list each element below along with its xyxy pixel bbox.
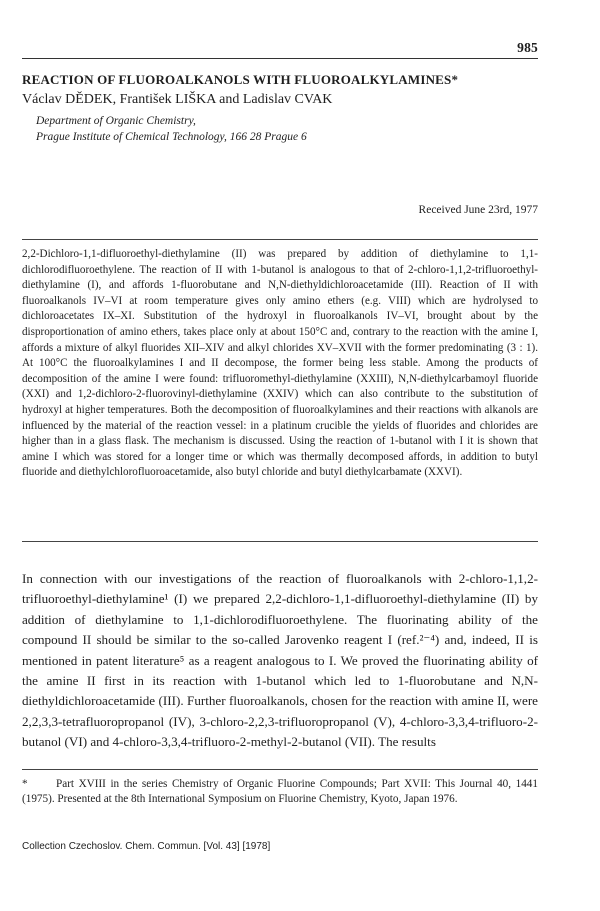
journal-footer: Collection Czechoslov. Chem. Commun. [Vol. 43] [1978] [22, 841, 271, 852]
header-rule [22, 58, 538, 59]
body-paragraph: In connection with our investigations of the reaction of fluoroalkanols with 2-chloro-1,1,2-trifluoroethyl-diethylamine¹ (I) we prepared 2,2-dichloro-1,1-difluoroethyl-diethylamine (II) by addition of diethylamine to 1,1-dichlorodifluoroethylene. The fluorinating ability of the compound II should be similar to the so-called Jarovenko reagent I (ref.²⁻⁴) and, indeed, II is mentioned in patent literature⁵ as a reagent analogous to I. We proved the fluorinating ability of the amine II first in its reaction with 1-butanol which led to 1-fluorobutane and N,N-diethyldichloroacetamide (III). Further fluoroalkanols, chosen for the reaction with amine II, were 2,2,3,3-tetrafluoropropanol (IV), 3-chloro-2,2,3-trifluoropropanol (V), 4-chloro-3,3,4-trifluoro-2-butanol (VI) and 4-chloro-3,3,4-trifluoro-2-methyl-2-butanol (VII). The results [22, 571, 538, 750]
page-number: 985 [517, 40, 538, 55]
abstract-bottom-rule [22, 541, 538, 542]
footnote-mark: * [22, 778, 28, 790]
affiliation [36, 113, 307, 145]
abstract-top-rule [22, 239, 538, 240]
abstract-text: 2,2-Dichloro-1,1-difluoroethyl-diethylamine (II) was prepared by addition of diethylamine to 1,1-dichlorodifluoroethylene. The reaction of II with 1-butanol is analogous to that of 2-chloro-1,1,2-trifluoroethyl-diethylamine (I), and affords 1-fluorobutane and N,N-diethyldichloroacetamide (III). Reaction of II with fluoroalkanols IV–VI at room temperature gives only amino ethers (e.g. VIII) which are hydrolysed to dichloroacetates IX–XI. Substitution of the hydroxyl in fluoroalkanols IV–VI, brought about by the disproportionation of amino ethers, takes place only at about 150°C and, contrary to the reaction with the amine I, affords a mixture of alkyl fluorides XII–XIV and alkyl chlorides XV–XVII with the former predominating (3 : 1). At 100°C the fluoroalkylamines I and II decompose, the former being less stable. Among the products of decomposition of the amine I were found: trifluoromethyl-diethylamine (XXIII), N,N-diethylcarbamoyl fluoride (XXI) and 1,2-dichloro-2-fluorovinyl-diethylamine (XXIV) which can also contribute to the substitution of hydroxyl at higher temperatures. Both the decomposition of fluoroalkylamines and their reactions with alkanols are influenced by the material of the reaction vessel: in a platinum crucible the yields of fluorides and chlorides are higher than in a glass flask. The mechanism is discussed. Using the reaction of 1-butanol with I it is shown that amine I which was stored for a longer time or which was thermally decomposed affords, in addition to butyl fluoride and diethylchlorofluoroacetamide, also butyl chloride and butyl diethylcarbamate (XXVI). [22, 248, 538, 479]
received-date: Received June 23rd, 1977 [418, 204, 538, 216]
body-text [22, 569, 538, 753]
abstract [22, 247, 538, 481]
footnote-text: Part XVIII in the series Chemistry of Organic Fluorine Compounds; Part XVII: This Journal 40, 1441 (1975). Presented at the 8th International Symposium on Fluorine Chemistry, Kyoto, Japan 1976. [22, 778, 538, 806]
article-authors: Václav DĚDEK, František LIŠKA and Ladislav CVAK [22, 92, 333, 107]
article-title: REACTION OF FLUOROALKANOLS WITH FLUOROALKYLAMINES* [22, 72, 459, 87]
footnote [22, 777, 538, 807]
affiliation-line-2: Prague Institute of Chemical Technology, 166 28 Prague 6 [36, 131, 307, 143]
footnote-rule [22, 769, 538, 770]
affiliation-line-1: Department of Organic Chemistry, [36, 115, 196, 127]
